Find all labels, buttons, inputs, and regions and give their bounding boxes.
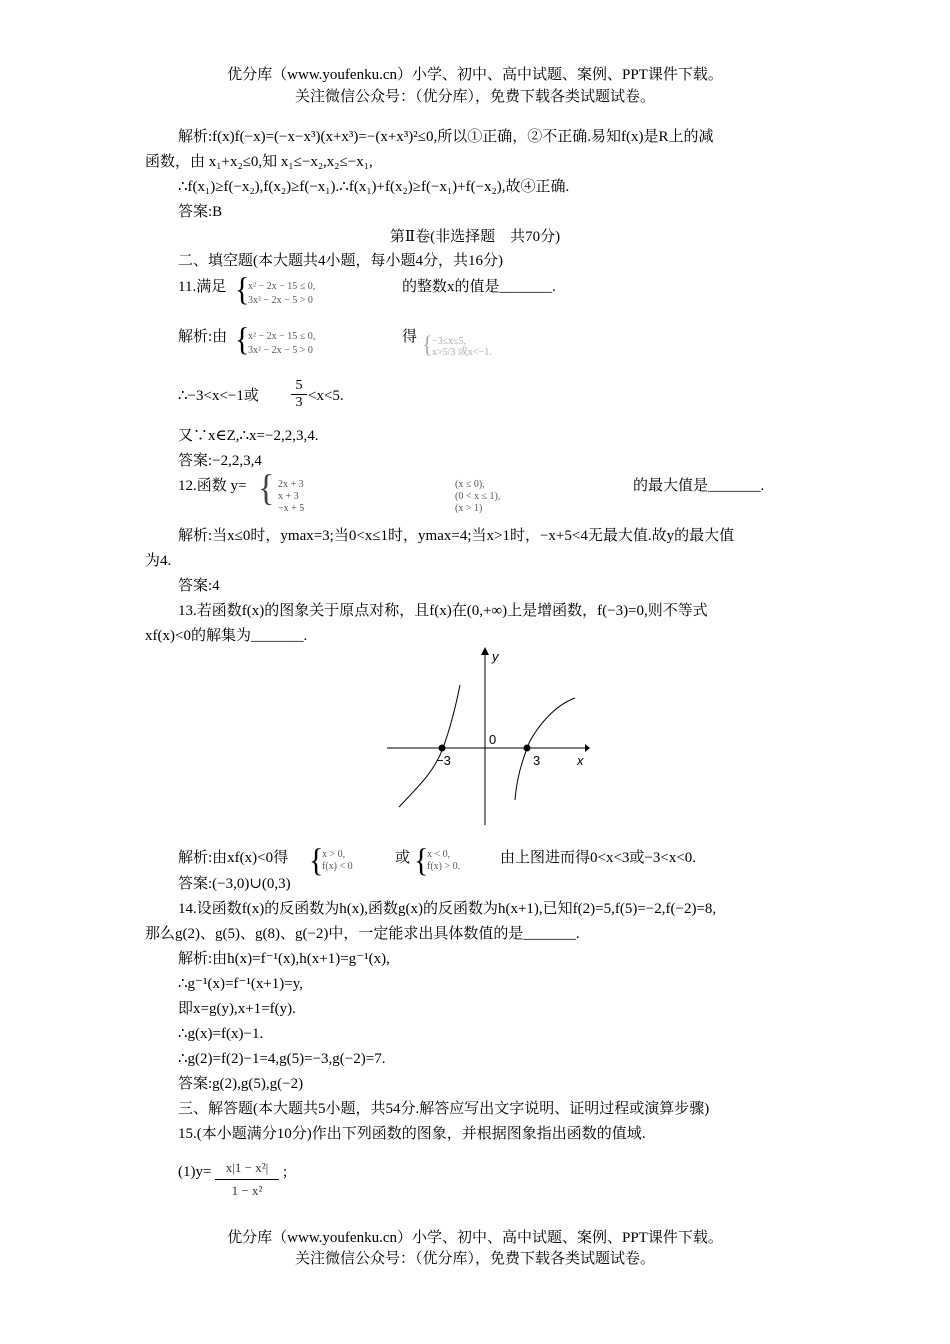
header-line-1: 优分库（www.youfenku.cn）小学、初中、高中试题、案例、PPT课件下载。: [227, 67, 723, 83]
q11-system-line-2: 3x² − 2x − 5 > 0: [248, 295, 313, 306]
q13-line-1: 13.若函数f(x)的图象关于原点对称，且f(x)在(0,+∞)上是增函数，f(−3)=0,则不等式: [178, 603, 708, 619]
a11-result-line-2: x>5/3 或x<−1.: [432, 347, 492, 358]
q12-piece-2-cond: (0 < x ≤ 1),: [455, 491, 501, 502]
answer-10: 答案:B: [178, 204, 223, 220]
footer-line-2: 关注微信公众号：（优分库），免费下载各类试题试卷。: [294, 1251, 655, 1267]
footer-line-1: 优分库（www.youfenku.cn）小学、初中、高中试题、案例、PPT课件下载。: [227, 1230, 723, 1246]
a14-line-2: ∴g⁻¹(x)=f⁻¹(x+1)=y,: [178, 976, 304, 992]
solution-10-line-1: 解析:f(x)f(−x)=(−x−x³)(x+x³)=−(x+x³)²≤0,所以①正确，②不正确.易知f(x)是R上的减: [178, 129, 714, 145]
q15-1-numerator: x|1 − x²|: [215, 1160, 279, 1180]
a12-line-2: 为4.: [145, 553, 172, 569]
a11-line-2a: ∴−3<x<−1或: [178, 388, 259, 404]
q11-prefix: 11.满足: [178, 279, 227, 295]
q15-1-prefix: (1)y=: [178, 1164, 212, 1180]
a11-prefix: 解析:由: [178, 329, 228, 345]
origin-label: 0: [489, 732, 497, 747]
answer-14: 答案:g(2),g(5),g(−2): [178, 1076, 304, 1092]
q12-piece-1-expr: 2x + 3: [278, 479, 304, 490]
a13-mid: 或: [395, 850, 411, 866]
a11-line-3: 又∵x∈Z,∴x=−2,2,3,4.: [178, 428, 319, 444]
q12-suffix: 的最大值是_______.: [633, 478, 765, 494]
section-2-title: 第Ⅱ卷(非选择题 共70分): [389, 229, 561, 245]
a12-line-1: 解析:当x≤0时，ymax=3;当0<x≤1时，ymax=4;当x>1时，−x+5<4无最大值.故y的最大值: [178, 528, 735, 544]
q12-piece-1-cond: (x ≤ 0),: [455, 479, 485, 490]
a13-prefix: 解析:由xf(x)<0得: [178, 850, 289, 866]
a13-system-2-line-1: x < 0,: [427, 849, 451, 860]
header-line-2: 关注微信公众号：（优分库），免费下载各类试题试卷。: [294, 89, 655, 105]
fill-in-title: 二、填空题(本大题共4小题，每小题4分，共16分): [178, 253, 503, 269]
q12-prefix: 12.函数 y=: [178, 478, 247, 494]
a11-system-line-2: 3x² − 2x − 5 > 0: [248, 345, 313, 356]
tick-label-neg3: −3: [436, 753, 451, 768]
q14-line-1: 14.设函数f(x)的反函数为h(x),函数g(x)的反函数为h(x+1),已知f(2)=5,f(5)=−2,f(−2)=8,: [178, 901, 717, 917]
q11-system-line-1: x² − 2x − 15 ≤ 0,: [248, 281, 316, 292]
q13-line-2: xf(x)<0的解集为_______.: [145, 628, 308, 644]
a11-system-line-1: x² − 2x − 15 ≤ 0,: [248, 331, 316, 342]
a11-line-2b: <x<5.: [308, 388, 344, 404]
q12-brace: {: [258, 468, 275, 509]
x-axis-label: x: [577, 753, 584, 768]
tick-label-3: 3: [533, 753, 541, 768]
a14-line-1: 解析:由h(x)=f⁻¹(x),h(x+1)=g⁻¹(x),: [178, 951, 390, 967]
point-3: [524, 745, 531, 752]
answer-12: 答案:4: [178, 578, 220, 594]
a11-fraction-numerator: 5: [291, 378, 307, 395]
q11-brace: {: [235, 271, 250, 308]
q11-suffix: 的整数x的值是_______.: [402, 279, 556, 295]
a11-brace-2: {: [422, 330, 433, 359]
a14-line-3: 即x=g(y),x+1=f(y).: [178, 1001, 296, 1017]
y-axis-arrow: [481, 647, 489, 655]
y-axis-label: y: [492, 649, 499, 664]
q15-1-fraction: [215, 1160, 279, 1199]
curve-left: [399, 685, 460, 807]
q14-line-2: 那么g(2)、g(5)、g(8)、g(−2)中，一定能求出具体数值的是_______.: [145, 926, 580, 942]
a11-result-line-1: −3≤x≤5,: [432, 336, 467, 347]
solution-10-line-2: 函数，由 x₁+x₂≤0,知 x₁≤−x₂,x₂≤−x₁,: [145, 154, 373, 170]
a13-system-1-line-2: f(x) < 0: [322, 861, 353, 872]
a11-fraction-denominator: 3: [295, 395, 303, 410]
point-neg3: [439, 745, 446, 752]
solve-section-title: 三、解答题(本大题共5小题，共54分.解答应写出文字说明、证明过程或演算步骤): [178, 1101, 710, 1117]
answer-13: 答案:(−3,0)∪(0,3): [178, 876, 291, 892]
a14-line-5: ∴g(2)=f(2)−1=4,g(5)=−3,g(−2)=7.: [178, 1051, 386, 1067]
a11-fraction: [291, 378, 307, 411]
a11-brace: {: [235, 321, 250, 358]
a13-suffix: 由上图进而得0<x<3或−3<x<0.: [500, 850, 697, 866]
q15-title: 15.(本小题满分10分)作出下列函数的图象，并根据图象指出函数的值域.: [178, 1126, 646, 1142]
a13-brace-2: {: [414, 842, 429, 879]
a11-mid: 得: [402, 329, 418, 345]
q15-1-suffix: ;: [283, 1164, 288, 1180]
q12-piece-2-expr: x + 3: [278, 491, 299, 502]
q13-function-graph: [385, 645, 590, 827]
q12-piece-3-cond: (x > 1): [455, 503, 483, 514]
a14-line-4: ∴g(x)=f(x)−1.: [178, 1026, 264, 1042]
solution-10-line-3: ∴f(x₁)≥f(−x₂),f(x₂)≥f(−x₁).∴f(x₁)+f(x₂)≥f(−x₁)+f(−x₂),故④正确.: [178, 179, 570, 195]
x-axis-arrow: [585, 744, 590, 752]
a13-system-1-line-1: x > 0,: [322, 849, 346, 860]
q12-piece-3-expr: −x + 5: [278, 503, 305, 514]
a13-system-2-line-2: f(x) > 0.: [427, 861, 461, 872]
a13-brace-1: {: [309, 842, 324, 879]
q15-1-denominator: 1 − x²: [231, 1183, 263, 1198]
answer-11: 答案:−2,2,3,4: [178, 453, 262, 469]
